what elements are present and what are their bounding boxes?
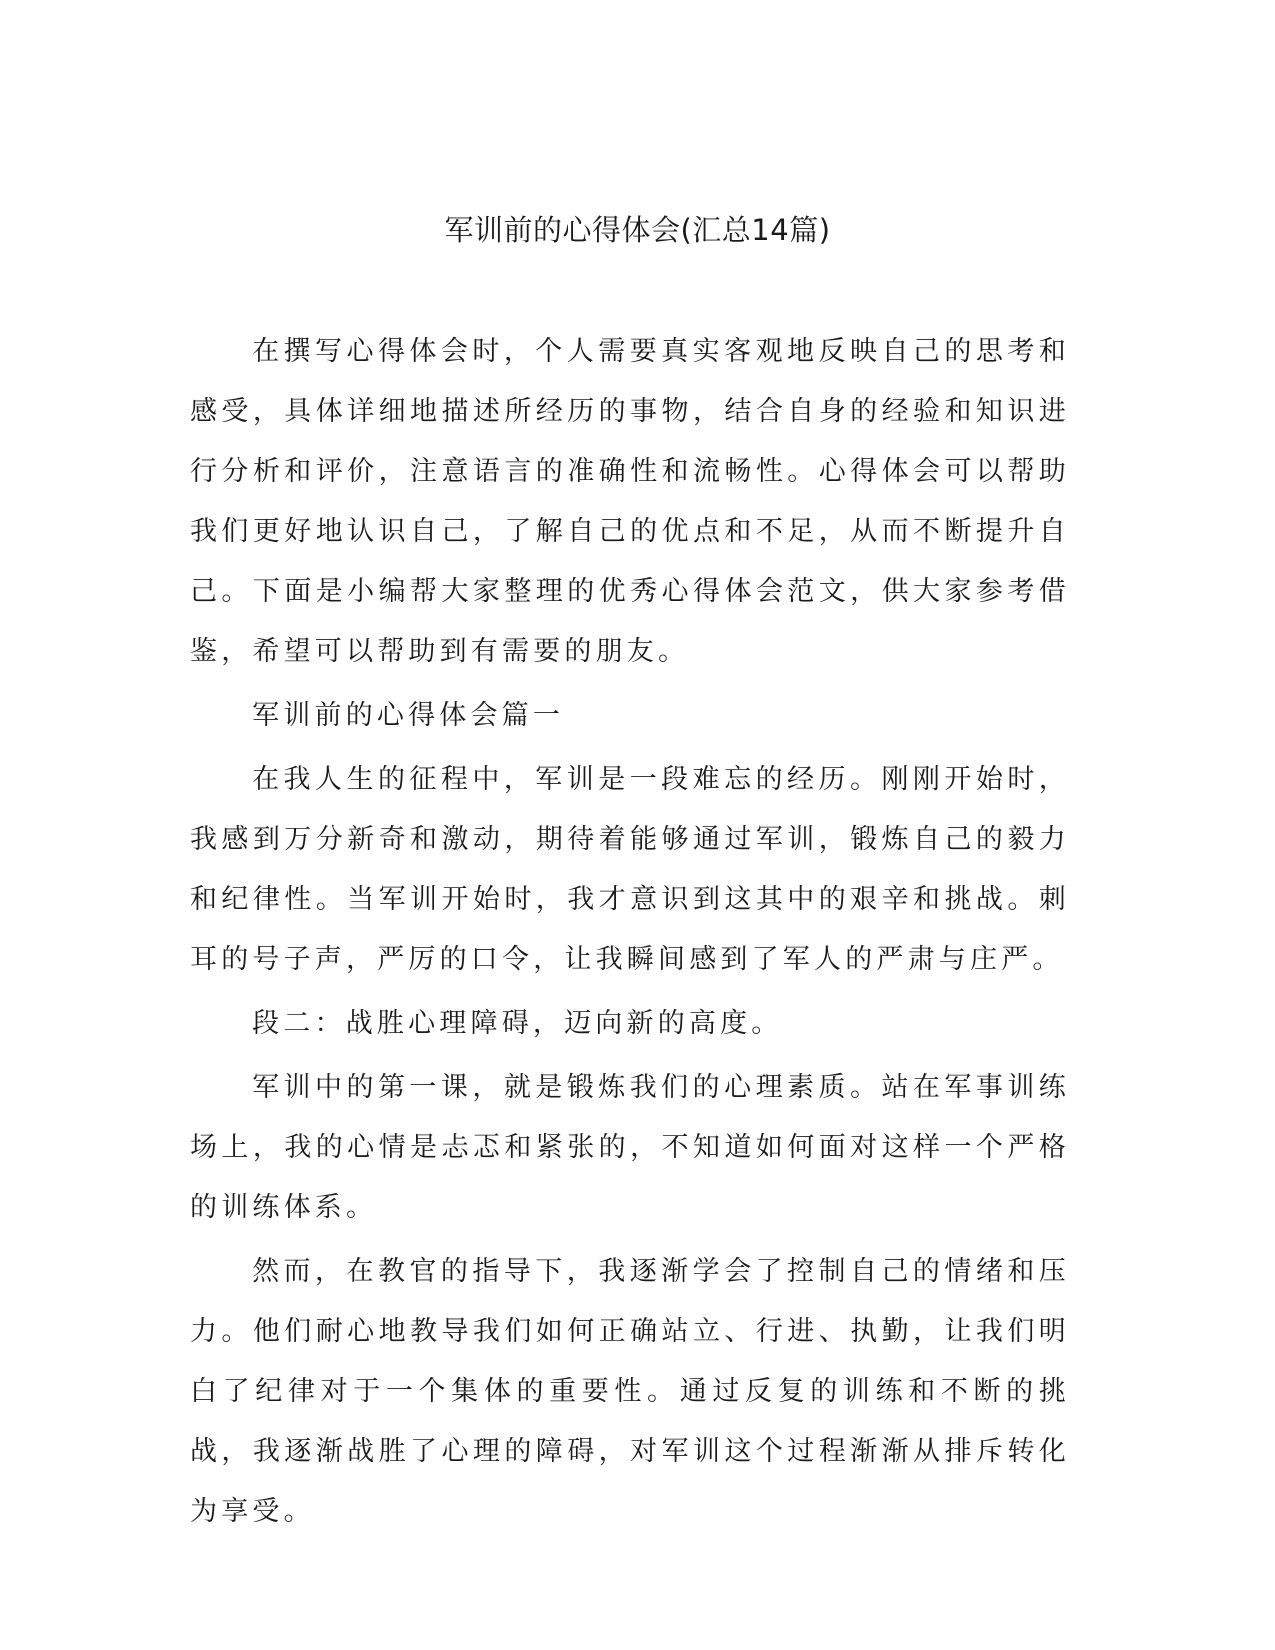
body-paragraph: 然而，在教官的指导下，我逐渐学会了控制自己的情绪和压力。他们耐心地教导我们如何正确站立、行进、执勤，让我们明白了纪律对于一个集体的重要性。通过反复的训练和不断的挑战，我逐渐战胜了心理的障碍，对军训这个过程渐渐从排斥转化为享受。	[190, 1256, 1070, 1527]
intro-paragraph: 在撰写心得体会时，个人需要真实客观地反映自己的思考和感受，具体详细地描述所经历的事物，结合自身的经验和知识进行分析和评价，注意语言的准确性和流畅性。心得体会可以帮助我们更好地认识自己，了解自己的优点和不足，从而不断提升自己。下面是小编帮大家整理的优秀心得体会范文，供大家参考借鉴，希望可以帮助到有需要的朋友。	[190, 336, 1070, 667]
body-paragraph: 在我人生的征程中，军训是一段难忘的经历。刚刚开始时，我感到万分新奇和激动，期待着能够通过军训，锻炼自己的毅力和纪律性。当军训开始时，我才意识到这其中的艰辛和挑战。刺耳的号子声，严厉的口令，让我瞬间感到了军人的严肃与庄严。	[190, 764, 1070, 975]
section-heading: 军训前的心得体会篇一	[252, 700, 565, 731]
document-title: 军训前的心得体会(汇总14篇)	[444, 213, 831, 247]
document-body	[190, 322, 1070, 1546]
subsection-heading: 段二：战胜心理障碍，迈向新的高度。	[252, 1008, 783, 1039]
body-paragraph: 军训中的第一课，就是锻炼我们的心理素质。站在军事训练场上，我的心情是忐忑和紧张的，不知道如何面对这样一个严格的训练体系。	[190, 1072, 1070, 1223]
